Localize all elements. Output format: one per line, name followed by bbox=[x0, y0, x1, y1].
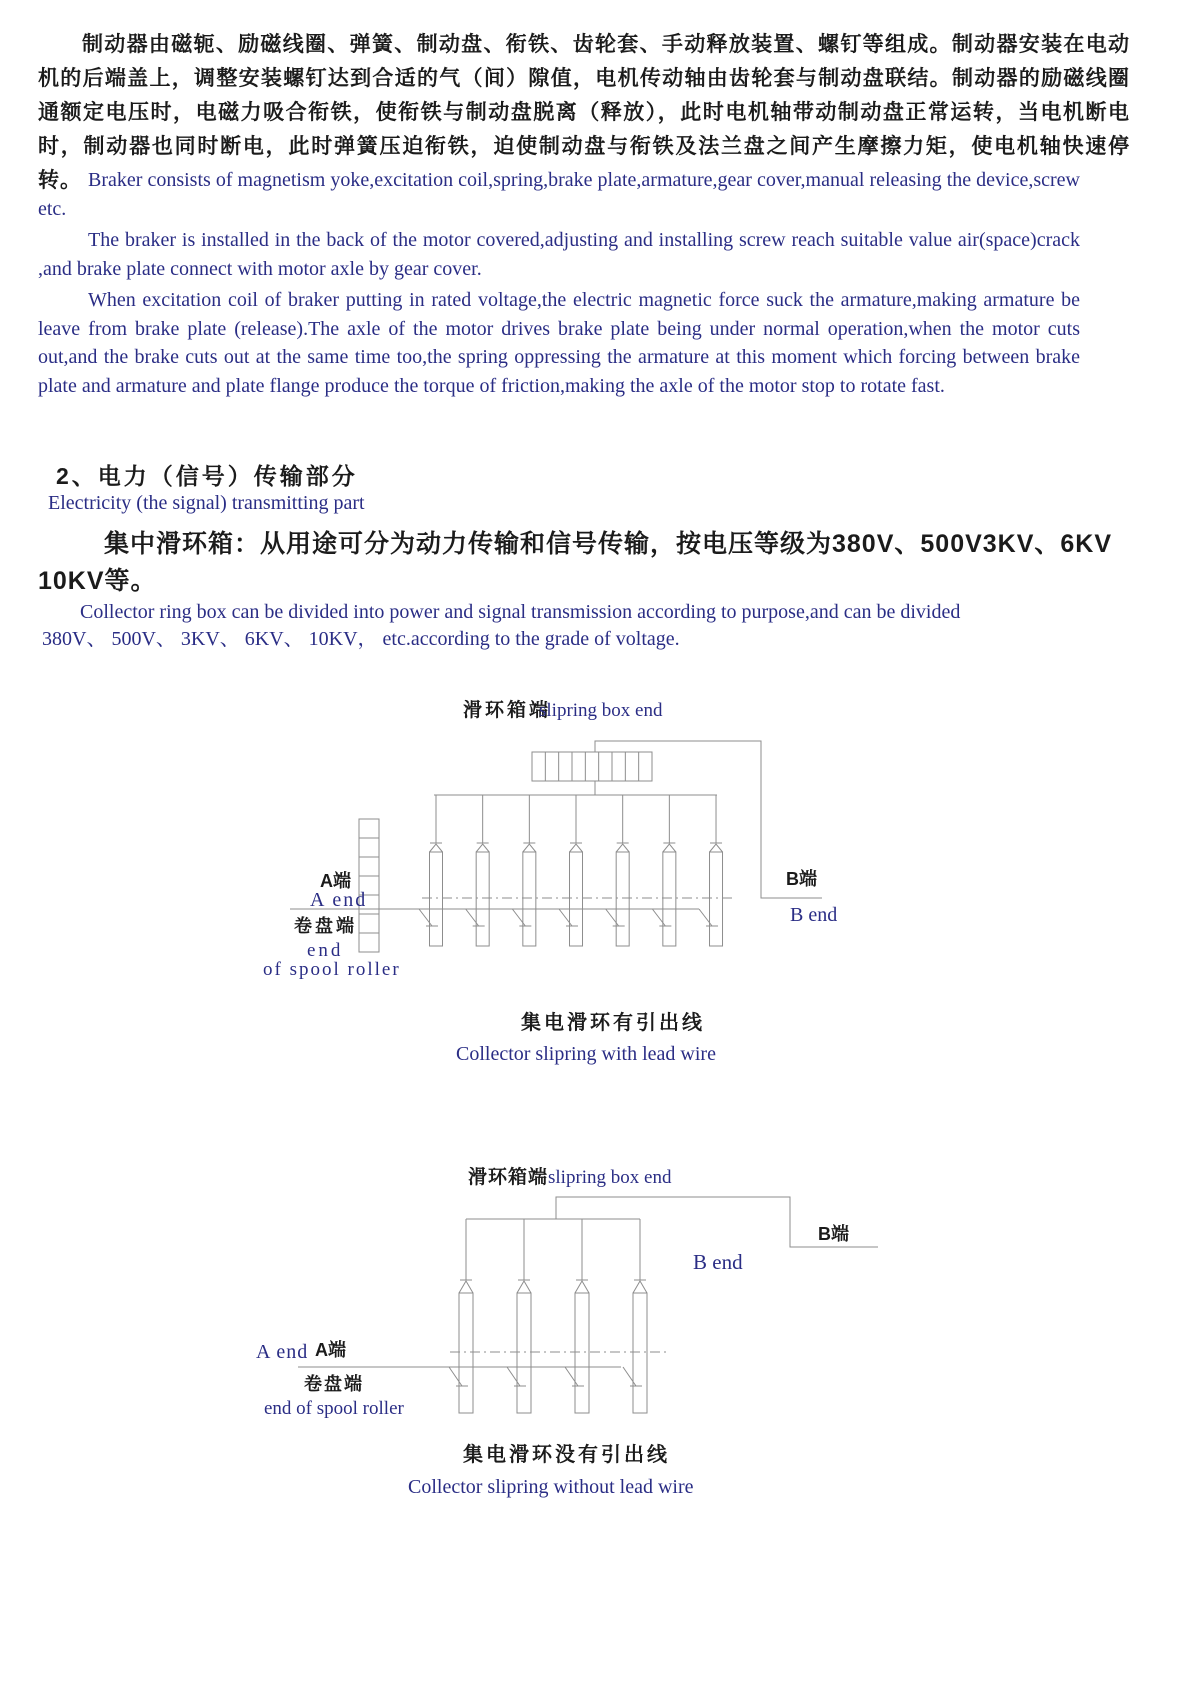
spool-terminal-cells bbox=[359, 838, 379, 933]
diagram2-caption-cn: 集电滑环没有引出线 bbox=[463, 1444, 670, 1466]
brush-tip bbox=[633, 1281, 647, 1293]
a-wire-tap bbox=[449, 1367, 462, 1386]
diagram2-caption-en: Collector slipring without lead wire bbox=[408, 1476, 694, 1498]
section-heading-cn: 2、电力（信号）传输部分 bbox=[56, 463, 358, 489]
diagram1-caption-en: Collector slipring with lead wire bbox=[456, 1043, 716, 1065]
b-end-label-en: B end bbox=[693, 1250, 743, 1274]
english-paragraphs bbox=[38, 166, 1080, 403]
a-wire-tap bbox=[606, 909, 619, 926]
slipring-box-end-label-en: slipring box end bbox=[548, 1167, 672, 1188]
spool-end-label-cn: 卷盘端 bbox=[304, 1374, 364, 1394]
a-wire-tap bbox=[559, 909, 572, 926]
section-heading-en: Electricity (the signal) transmitting part bbox=[48, 492, 365, 514]
a-end-label-cn: A端 bbox=[320, 871, 351, 891]
slip-ring-body bbox=[476, 852, 489, 946]
a-wire-tap bbox=[699, 909, 712, 926]
diagram-slipring-with-lead-wire bbox=[0, 640, 1200, 1080]
a-end-label-en: A end bbox=[310, 889, 368, 911]
collector-paragraph-cn bbox=[38, 526, 1138, 600]
brush-tip bbox=[575, 1281, 589, 1293]
brush-tip bbox=[523, 844, 536, 852]
paragraph-braker-installed: The braker is installed in the back of the motor covered,adjusting and installing screw reach suitable value air(space)crack ,and brake plate connect with motor axle by gear cover. bbox=[38, 229, 1080, 280]
brush-tip bbox=[517, 1281, 531, 1293]
slip-ring-body bbox=[517, 1293, 531, 1413]
slip-ring-body bbox=[616, 852, 629, 946]
a-wire-tap bbox=[466, 909, 479, 926]
slipring-box-cells bbox=[545, 752, 638, 781]
slip-ring-body bbox=[430, 852, 443, 946]
a-end-label-cn: A端 bbox=[315, 1340, 346, 1360]
b-end-label-en: B end bbox=[790, 904, 838, 926]
a-wire-tap bbox=[623, 1367, 636, 1386]
a-wire-tap bbox=[565, 1367, 578, 1386]
slip-ring-body bbox=[575, 1293, 589, 1413]
slipring-box-end-label-cn: 滑环箱端 bbox=[468, 1167, 549, 1188]
spool-end-label-en-line2: of spool roller bbox=[263, 959, 401, 980]
brush-tip bbox=[710, 844, 723, 852]
diagram-slipring-without-lead-wire bbox=[0, 1130, 1200, 1530]
brush-tip bbox=[476, 844, 489, 852]
a-end-label-en: A end bbox=[256, 1341, 309, 1363]
brush-tip bbox=[663, 844, 676, 852]
intro-paragraph-cn: 制动器由磁轭、励磁线圈、弹簧、制动盘、衔铁、齿轮套、手动释放装置、螺钉等组成。制动器安装在电动机的后端盖上，调整安装螺钉达到合适的气（间）隙值，电机传动轴由齿轮套与制动盘联结。制动器的励磁线圈通额定电压时，电磁力吸合衔铁，使衔铁与制动盘脱离（释放），此时电机轴带动制动盘正常运转，当电机断电时，制动器也同时断电，此时弹簧压迫衔铁，迫使制动盘与衔铁及法兰盘之间产生摩擦力矩，使电机轴快速停转。 bbox=[38, 33, 1130, 192]
slipring-box-end-label-cn: 滑环箱端 bbox=[463, 700, 552, 721]
a-wire-tap bbox=[419, 909, 432, 926]
slip-ring-body bbox=[663, 852, 676, 946]
brush-rings bbox=[419, 795, 723, 946]
a-wire-tap bbox=[652, 909, 665, 926]
spool-end-label-en: end of spool roller bbox=[264, 1398, 404, 1419]
paragraph-braker-consists: Braker consists of magnetism yoke,excitation coil,spring,brake plate,armature,gear cover,manual releasing the device,screw etc. bbox=[38, 169, 1080, 220]
brush-rings bbox=[449, 1219, 647, 1413]
collector-en-line1: Collector ring box can be divided into power and signal transmission according to purpose,and can be divided bbox=[80, 601, 961, 623]
slipring-box-end-label-en: slipring box end bbox=[539, 700, 663, 721]
diagram1-caption-cn: 集电滑环有引出线 bbox=[521, 1012, 705, 1034]
brush-tip bbox=[616, 844, 629, 852]
slipring-box bbox=[532, 752, 652, 781]
slip-ring-body bbox=[710, 852, 723, 946]
a-wire-tap bbox=[507, 1367, 520, 1386]
a-wire-tap bbox=[512, 909, 525, 926]
collector-en-line2: 380V、 500V、 3KV、 6KV、 10KV， etc.according to the grade of voltage. bbox=[42, 628, 680, 650]
paragraph-excitation-coil: When excitation coil of braker putting in rated voltage,the electric magnetic force suck the armature,making armature be leave from brake plate (release).The axle of the motor drives brake plate being under normal operation,when the motor cuts out,and the brake cuts out at the same time too,the spring oppressing the armature at this moment which forcing between brake plate and armature and plate flange produce the torque of friction,making the axle of the motor stop to rotate fast. bbox=[38, 289, 1080, 397]
collector-cn-line2: 10KV等。 bbox=[38, 567, 157, 595]
slip-ring-body bbox=[633, 1293, 647, 1413]
spool-terminal-column bbox=[359, 819, 379, 952]
b-end-label-cn: B端 bbox=[818, 1224, 849, 1244]
spool-end-label-cn: 卷盘端 bbox=[294, 916, 357, 936]
b-end-label-cn: B端 bbox=[786, 869, 817, 889]
slip-ring-body bbox=[459, 1293, 473, 1413]
slip-ring-body bbox=[570, 852, 583, 946]
slip-ring-body bbox=[523, 852, 536, 946]
brush-tip bbox=[430, 844, 443, 852]
brush-tip bbox=[570, 844, 583, 852]
spool-end-label-en-line1: end bbox=[307, 940, 344, 961]
collector-cn-line1: 集中滑环箱：从用途可分为动力传输和信号传输，按电压等级为380V、500V3KV、6KV bbox=[104, 530, 1113, 558]
brush-tip bbox=[459, 1281, 473, 1293]
